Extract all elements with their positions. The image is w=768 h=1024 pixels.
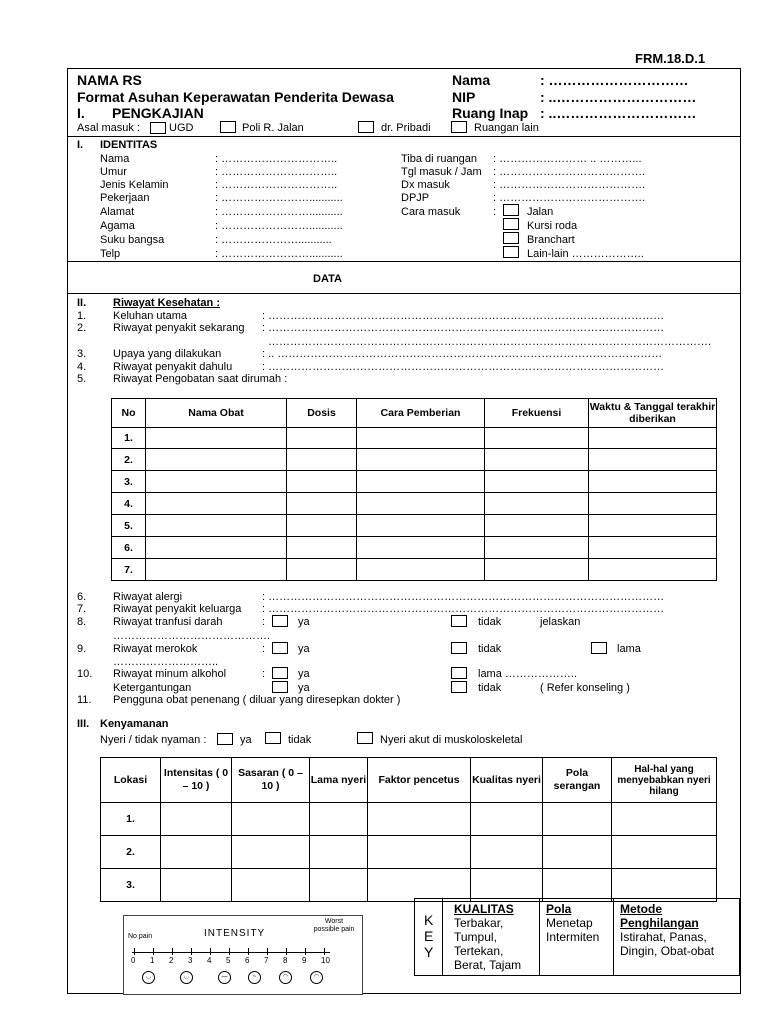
- divider: [613, 898, 614, 975]
- pekerjaan-label: Pekerjaan: [100, 192, 150, 204]
- data-title: DATA: [313, 273, 342, 285]
- scale-tick: [134, 948, 135, 955]
- jalan-checkbox[interactable]: [503, 204, 519, 216]
- merokok-ya-checkbox[interactable]: [272, 642, 288, 654]
- table-cell[interactable]: [485, 471, 589, 493]
- alkohol-colon: :: [262, 668, 266, 680]
- cara-masuk-label: Cara masuk: [401, 206, 461, 218]
- dr-pribadi-label: dr. Pribadi: [381, 122, 431, 134]
- table-cell[interactable]: [146, 449, 287, 471]
- table-cell[interactable]: [589, 559, 717, 581]
- col-header: Nama Obat: [146, 399, 287, 428]
- scale-tick: [286, 948, 287, 955]
- telp-label: Telp: [100, 248, 121, 260]
- patient-name-label: Nama: [452, 72, 491, 88]
- table-cell[interactable]: [368, 836, 471, 869]
- col-header: Kualitas nyeri: [471, 758, 543, 803]
- nyeri-tidak-label: tidak: [288, 734, 312, 746]
- scale-tick: [267, 948, 268, 955]
- kualitas-title: KUALITAS: [454, 902, 514, 916]
- table-cell[interactable]: [471, 803, 543, 836]
- row-number: 3.: [112, 471, 146, 493]
- divider: [442, 898, 443, 975]
- alamat-label: Alamat: [100, 206, 135, 218]
- item-number: 6.: [77, 591, 87, 603]
- scale-tick: [229, 948, 230, 955]
- col-header: Dosis: [287, 399, 357, 428]
- table-cell[interactable]: [232, 803, 310, 836]
- table-cell[interactable]: [485, 559, 589, 581]
- pengobatan-label: Riwayat Pengobatan saat dirumah :: [113, 373, 288, 385]
- table-cell[interactable]: [310, 803, 368, 836]
- col-header: No: [112, 399, 146, 428]
- cara-masuk-colon: :: [493, 206, 497, 218]
- penyakit-sekarang-label: Riwayat penyakit sekarang: [113, 322, 245, 334]
- table-cell[interactable]: [357, 515, 485, 537]
- merokok-ya-label: ya: [298, 643, 310, 655]
- tranfusi-tidak-checkbox[interactable]: [451, 615, 467, 627]
- table-cell[interactable]: [357, 428, 485, 449]
- riwayat-number: II.: [77, 297, 87, 309]
- col-header: Hal-hal yang menyebabkan nyeri hilang: [612, 758, 717, 803]
- scale-number: 2: [169, 956, 174, 965]
- intensity-scale: [123, 915, 363, 995]
- item-number: 8.: [77, 616, 87, 628]
- table-cell[interactable]: [589, 537, 717, 559]
- key-letter: Y: [424, 944, 434, 960]
- alergi-label: Riwayat alergi: [113, 591, 183, 603]
- col-header: Cara Pemberian: [357, 399, 485, 428]
- patient-name-value[interactable]: : …………………………: [540, 72, 689, 88]
- table-cell[interactable]: [357, 537, 485, 559]
- nip-label: NIP: [452, 89, 476, 105]
- nama-label: Nama: [100, 153, 130, 165]
- row-number: 7.: [112, 559, 146, 581]
- ruangan-lain-checkbox[interactable]: [451, 121, 467, 133]
- upaya-label: Upaya yang dilakukan: [113, 348, 222, 360]
- table-cell[interactable]: [485, 537, 589, 559]
- table-cell[interactable]: [612, 803, 717, 836]
- table-cell[interactable]: [485, 428, 589, 449]
- metode-text: Istirahat, Panas, Dingin, Obat-obat: [620, 930, 715, 958]
- scale-number: 0: [131, 956, 136, 965]
- merokok-tidak-checkbox[interactable]: [451, 642, 467, 654]
- table-cell[interactable]: [485, 449, 589, 471]
- face-uneasy-icon: ~: [248, 971, 261, 984]
- tranfusi-cont[interactable]: …………………………………….: [113, 630, 271, 642]
- scale-tick: [324, 948, 325, 955]
- table-cell[interactable]: [471, 869, 543, 902]
- kursi-roda-label: Kursi roda: [527, 220, 578, 232]
- table-cell[interactable]: [146, 471, 287, 493]
- merokok-lama-label: lama: [617, 643, 641, 655]
- row-number: 6.: [112, 537, 146, 559]
- tgl-masuk-label: Tgl masuk / Jam: [401, 166, 482, 178]
- tranfusi-label: Riwayat tranfusi darah: [113, 616, 223, 628]
- scale-number: 7: [264, 956, 269, 965]
- suku-bangsa-label: Suku bangsa: [100, 234, 165, 246]
- table-cell[interactable]: [589, 493, 717, 515]
- divider: [67, 136, 740, 137]
- table-cell[interactable]: [368, 803, 471, 836]
- branchart-checkbox[interactable]: [503, 232, 519, 244]
- scale-number: 4: [207, 956, 212, 965]
- scale-line: [132, 952, 330, 953]
- ketergantungan-label: Ketergantungan: [113, 682, 192, 694]
- alkohol-ya-checkbox[interactable]: [272, 667, 288, 679]
- asal-masuk-label: Asal masuk :: [77, 122, 140, 134]
- row-number: 4.: [112, 493, 146, 515]
- kenyamanan-title: Kenyamanan: [100, 718, 169, 730]
- table-cell[interactable]: [368, 869, 471, 902]
- form-code: FRM.18.D.1: [635, 51, 706, 66]
- nip-value[interactable]: : ..…………………………: [540, 89, 697, 105]
- scale-number: 5: [226, 956, 231, 965]
- pekerjaan-field[interactable]: : ……………………...........: [215, 192, 343, 204]
- table-cell[interactable]: [287, 493, 357, 515]
- lain-lain-label: Lain-lain ………………..: [527, 248, 644, 260]
- table-cell[interactable]: [146, 559, 287, 581]
- table-cell[interactable]: [543, 869, 612, 902]
- table-cell[interactable]: [232, 836, 310, 869]
- table-cell[interactable]: [357, 493, 485, 515]
- upaya-field[interactable]: : .. ……………………………………………………………………………………………: [262, 348, 663, 360]
- scale-number: 10: [321, 956, 330, 965]
- tranfusi-colon: :: [262, 616, 266, 628]
- tranfusi-ya-label: ya: [298, 616, 310, 628]
- identitas-title: IDENTITAS: [100, 139, 158, 151]
- nyeri-ya-label: ya: [240, 734, 252, 746]
- table-cell[interactable]: [146, 493, 287, 515]
- table-cell[interactable]: [357, 471, 485, 493]
- keluarga-field[interactable]: : ………………………………………………………………………………………………: [262, 603, 665, 615]
- item-number: 2.: [77, 322, 87, 334]
- merokok-lama-checkbox[interactable]: [591, 642, 607, 654]
- ruang-inap-label: Ruang Inap: [452, 105, 529, 121]
- tranfusi-ya-checkbox[interactable]: [272, 615, 288, 627]
- suku-bangsa-field[interactable]: : …………………...........: [215, 234, 332, 246]
- table-cell[interactable]: [287, 537, 357, 559]
- table-cell[interactable]: [287, 559, 357, 581]
- alamat-field[interactable]: : ……………………...........: [215, 206, 343, 218]
- scale-tick: [305, 948, 306, 955]
- metode-title: Metode Penghilangan: [620, 902, 699, 930]
- col-header: Lama nyeri: [310, 758, 368, 803]
- umur-field[interactable]: : …………………………..: [215, 166, 338, 178]
- jenis-kelamin-field[interactable]: : …………………………..: [215, 179, 338, 191]
- keluhan-label: Keluhan utama: [113, 310, 187, 322]
- dx-masuk-field[interactable]: : ………………………………….: [493, 179, 646, 191]
- merokok-tidak-label: tidak: [478, 643, 502, 655]
- item-number: 3.: [77, 348, 87, 360]
- ketergantungan-tidak-checkbox[interactable]: [451, 681, 467, 693]
- no-pain-label: No pain: [128, 933, 153, 940]
- dpjp-field[interactable]: : ………………………………….: [493, 192, 646, 204]
- tranfusi-tidak-label: tidak: [478, 616, 502, 628]
- table-cell[interactable]: [471, 836, 543, 869]
- scale-tick: [191, 948, 192, 955]
- table-cell[interactable]: [287, 428, 357, 449]
- ketergantungan-ya-label: ya: [298, 682, 310, 694]
- alergi-field[interactable]: : ………………………………………………………………………………………………: [262, 591, 665, 603]
- agama-field[interactable]: : ……………………...........: [215, 220, 343, 232]
- scale-tick: [153, 948, 154, 955]
- jenis-kelamin-label: Jenis Kelamin: [100, 179, 169, 191]
- col-header: Lokasi: [101, 758, 161, 803]
- table-cell[interactable]: [357, 559, 485, 581]
- refer-konseling: ( Refer konseling ): [540, 682, 630, 694]
- scale-number: 9: [302, 956, 307, 965]
- tiba-label: Tiba di ruangan: [401, 153, 478, 165]
- item-number: 9.: [77, 643, 87, 655]
- kursi-roda-checkbox[interactable]: [503, 218, 519, 230]
- tranfusi-jelaskan: jelaskan: [540, 616, 581, 628]
- keluhan-field[interactable]: : ………………………………………………………………………………………………: [262, 310, 665, 322]
- keluarga-label: Riwayat penyakit keluarga: [113, 603, 242, 615]
- riwayat-title: Riwayat Kesehatan :: [113, 297, 220, 309]
- ketergantungan-ya-checkbox[interactable]: [272, 681, 288, 693]
- identitas-number: I.: [77, 139, 84, 151]
- face-crying-icon: ◠: [310, 971, 323, 984]
- table-cell[interactable]: [357, 449, 485, 471]
- nyeri-label: Nyeri / tidak nyaman :: [100, 734, 207, 746]
- umur-label: Umur: [100, 166, 127, 178]
- table-cell[interactable]: [589, 471, 717, 493]
- key-letter: K: [424, 912, 434, 928]
- obat-table: [111, 398, 717, 581]
- scale-number: 3: [188, 956, 193, 965]
- alkohol-ya-label: ya: [298, 668, 310, 680]
- col-header: Faktor pencetus: [368, 758, 471, 803]
- row-number: 2.: [101, 836, 161, 869]
- row-number: 1.: [101, 803, 161, 836]
- table-cell[interactable]: [310, 836, 368, 869]
- scale-tick: [172, 948, 173, 955]
- ruangan-lain-label: Ruangan lain: [474, 122, 539, 134]
- table-cell[interactable]: [146, 537, 287, 559]
- table-cell[interactable]: [589, 449, 717, 471]
- row-number: 5.: [112, 515, 146, 537]
- tgl-masuk-field[interactable]: : ………………………………….: [493, 166, 646, 178]
- penyakit-sekarang-field[interactable]: : ………………………………………………………………………………………………: [262, 322, 665, 334]
- poli-label: Poli R. Jalan: [242, 122, 304, 134]
- alkohol-lama-label: lama ………………..: [478, 668, 578, 680]
- face-slight-icon: ◡: [180, 971, 193, 984]
- table-cell[interactable]: [287, 515, 357, 537]
- kualitas-text: Terbakar, Tumpul, Tertekan, Berat, Tajam: [454, 916, 522, 972]
- table-cell[interactable]: [310, 869, 368, 902]
- divider: [67, 261, 740, 262]
- worst-pain-label: Worst possible pain: [313, 918, 355, 933]
- lain-lain-checkbox[interactable]: [503, 246, 519, 258]
- item-number: 11.: [77, 694, 92, 706]
- alkohol-label: Riwayat minum alkohol: [113, 668, 227, 680]
- table-cell[interactable]: [543, 836, 612, 869]
- agama-label: Agama: [100, 220, 135, 232]
- face-happy-icon: ◡: [142, 971, 155, 984]
- dpjp-label: DPJP: [401, 192, 430, 204]
- hospital-name: NAMA RS: [77, 72, 142, 88]
- section-number: I.: [77, 105, 85, 121]
- merokok-colon: :: [262, 643, 266, 655]
- row-number: 3.: [101, 869, 161, 902]
- item-number: 10.: [77, 668, 93, 680]
- table-cell[interactable]: [161, 869, 232, 902]
- scale-tick: [248, 948, 249, 955]
- col-header: Frekuensi: [485, 399, 589, 428]
- item-number: 4.: [77, 361, 87, 373]
- intensity-label: INTENSITY: [204, 928, 266, 939]
- ketergantungan-tidak-label: tidak: [478, 682, 502, 694]
- penenang-label: Pengguna obat penenang ( diluar yang diresepkan dokter ): [113, 694, 401, 706]
- row-number: 2.: [112, 449, 146, 471]
- table-cell[interactable]: [161, 836, 232, 869]
- nyeri-akut-checkbox[interactable]: [357, 732, 373, 744]
- dr-pribadi-checkbox[interactable]: [358, 121, 374, 133]
- poli-checkbox[interactable]: [220, 121, 236, 133]
- table-cell[interactable]: [612, 869, 717, 902]
- face-sad-icon: ◠: [279, 971, 292, 984]
- pola-text: Menetap Intermiten: [546, 916, 600, 944]
- face-neutral-icon: —: [218, 971, 231, 984]
- branchart-label: Branchart: [527, 234, 575, 246]
- nyeri-tidak-checkbox[interactable]: [265, 732, 281, 744]
- item-number: 7.: [77, 603, 87, 615]
- merokok-cont[interactable]: ………………………..: [113, 656, 219, 668]
- table-cell[interactable]: [232, 869, 310, 902]
- item-number: 1.: [77, 310, 87, 322]
- penyakit-sekarang-cont[interactable]: ………………………………………………………………………………………………………….: [268, 336, 712, 348]
- scale-number: 1: [150, 956, 155, 965]
- dx-masuk-label: Dx masuk: [401, 179, 450, 191]
- ugd-label: UGD: [169, 122, 194, 134]
- table-cell[interactable]: [146, 428, 287, 449]
- penyakit-dahulu-field[interactable]: : ………………………………………………………………………………………………: [262, 361, 665, 373]
- col-header: Pola serangan: [543, 758, 612, 803]
- scale-tick: [210, 948, 211, 955]
- table-cell[interactable]: [589, 428, 717, 449]
- alkohol-lama-checkbox[interactable]: [451, 667, 467, 679]
- penyakit-dahulu-label: Riwayat penyakit dahulu: [113, 361, 233, 373]
- key-letter: E: [424, 928, 434, 944]
- nyeri-table: [100, 757, 717, 902]
- divider: [67, 293, 740, 294]
- table-cell[interactable]: [485, 493, 589, 515]
- telp-field[interactable]: : ……………………...........: [215, 248, 343, 260]
- col-header: Waktu & Tanggal terakhir diberikan: [589, 399, 717, 428]
- merokok-label: Riwayat merokok: [113, 643, 198, 655]
- table-cell[interactable]: [612, 836, 717, 869]
- table-cell[interactable]: [161, 803, 232, 836]
- table-cell[interactable]: [543, 803, 612, 836]
- scale-number: 8: [283, 956, 288, 965]
- form-title: Format Asuhan Keperawatan Penderita Dewasa: [77, 89, 394, 105]
- jalan-label: Jalan: [527, 206, 554, 218]
- table-cell[interactable]: [589, 515, 717, 537]
- ruang-inap-value[interactable]: : ..…………………………: [540, 105, 697, 121]
- row-number: 1.: [112, 428, 146, 449]
- divider: [539, 898, 540, 975]
- nyeri-ya-checkbox[interactable]: [217, 733, 233, 745]
- section-title: PENGKAJIAN: [112, 105, 204, 121]
- ugd-checkbox[interactable]: [150, 122, 166, 134]
- scale-number: 6: [245, 956, 250, 965]
- item-number: 5.: [77, 373, 87, 385]
- table-cell[interactable]: [146, 515, 287, 537]
- table-cell[interactable]: [287, 471, 357, 493]
- tiba-field[interactable]: : …………………… .. ………...: [493, 153, 642, 165]
- table-cell[interactable]: [287, 449, 357, 471]
- pola-title: Pola: [546, 902, 572, 916]
- col-header: Intensitas ( 0 – 10 ): [161, 758, 232, 803]
- table-cell[interactable]: [485, 515, 589, 537]
- col-header: Sasaran ( 0 – 10 ): [232, 758, 310, 803]
- kenyamanan-number: III.: [77, 718, 90, 730]
- nyeri-akut-label: Nyeri akut di muskoloskeletal: [380, 734, 523, 746]
- nama-field[interactable]: : …………………………..: [215, 153, 338, 165]
